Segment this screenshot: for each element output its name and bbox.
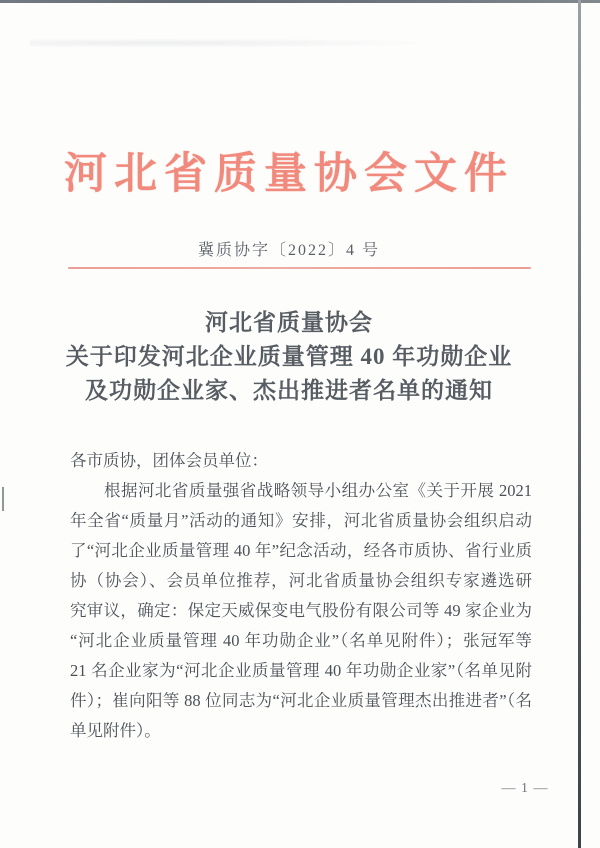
document-number: 冀质协字〔2022〕4 号 [197,242,380,259]
body-line: 了“河北企业质量管理 40 年”纪念活动，经各市质协、省行业质 [70,541,532,560]
body-line: 单见附件）。 [70,721,161,740]
scan-smudge [30,38,450,48]
body-line: “河北企业质量管理 40 年功勋企业”（名单见附件）；张冠军等 [70,631,532,650]
body-line: 年全省“质量月”活动的通知》安排，河北省质量协会组织启动 [70,511,532,530]
body-line: 根据河北省质量强省战略领导小组办公室《关于开展 2021 [104,481,532,500]
body-line: 协（协会）、会员单位推荐，河北省质量协会组织专家遴选研 [70,571,532,590]
letterhead-title: 河北省质量协会文件 [64,151,514,198]
body-line: 21 名企业家为“河北企业质量管理 40 年功勋企业家”（名单见附 [70,661,532,680]
body-text [70,446,532,746]
salutation-line: 各市质协，团体会员单位： [70,451,268,470]
scan-right-edge [578,0,581,848]
document-title-line-1: 河北省质量协会 [205,310,373,335]
document-title-line-2: 关于印发河北企业质量管理 40 年功勋企业 [65,344,513,369]
document-title [40,306,538,408]
scan-top-edge [0,0,600,3]
document-title-line-3: 及功勋企业家、杰出推进者名单的通知 [85,378,493,403]
scan-left-artifact [2,487,4,511]
page-number: — 1 — [501,781,549,796]
red-divider-rule [68,267,531,269]
body-line: 件）；崔向阳等 88 位同志为“河北企业质量管理杰出推进者”（名 [70,691,532,710]
body-line: 究审议，确定：保定天威保变电气股份有限公司等 49 家企业为 [70,601,532,620]
